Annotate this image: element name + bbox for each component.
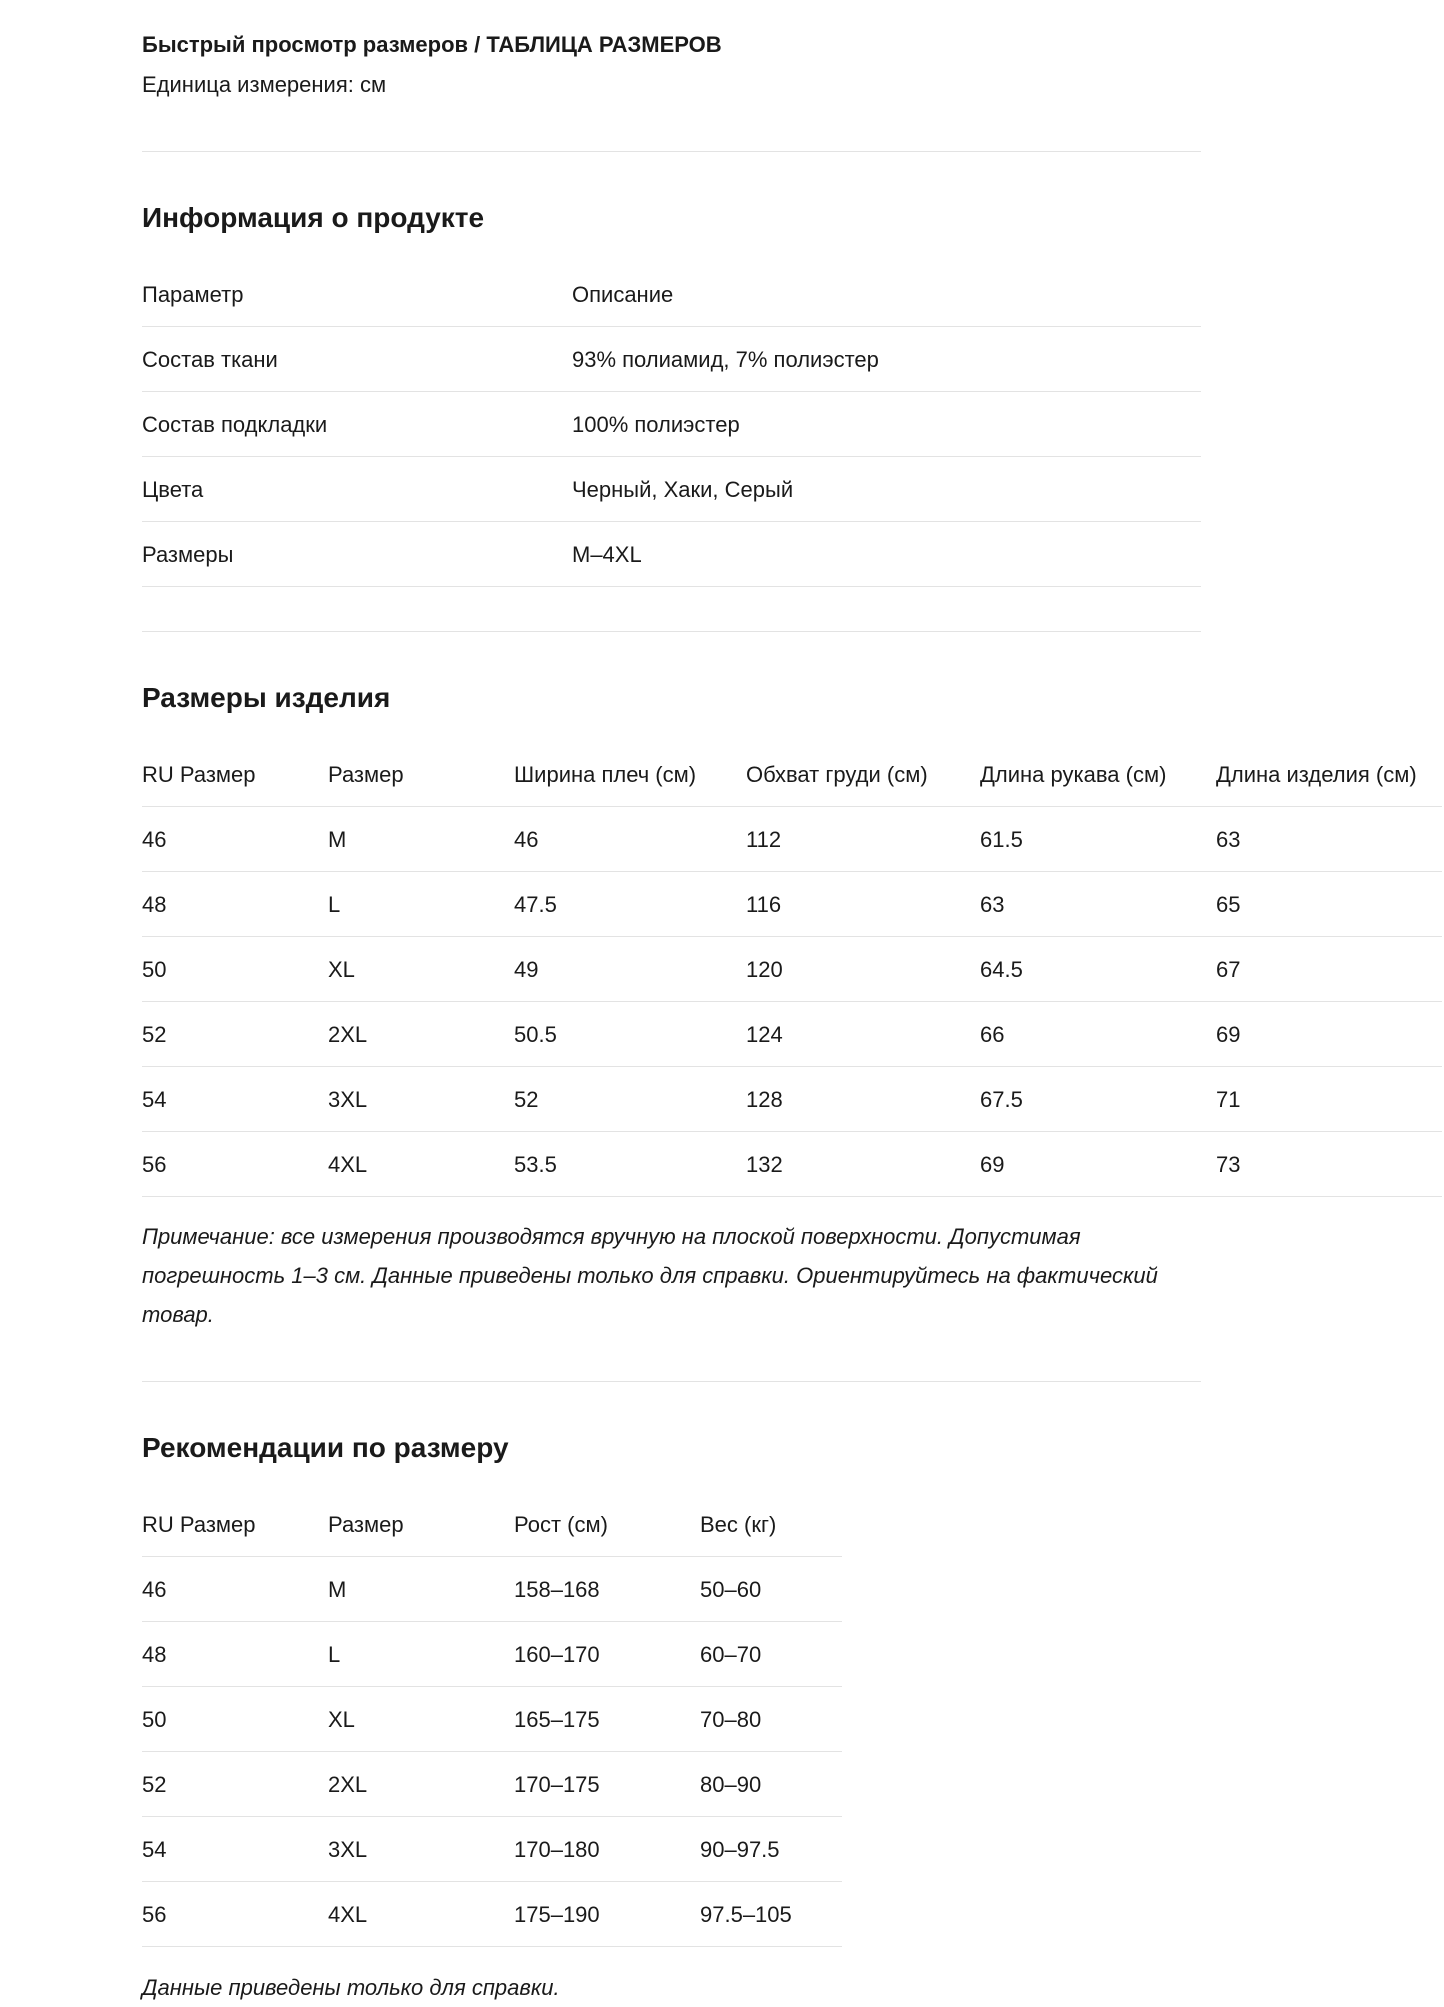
table-cell: 100% полиэстер (572, 412, 740, 437)
table-row (142, 807, 1442, 872)
table-cell: 54 (142, 1087, 167, 1112)
product-info-table (142, 262, 1201, 587)
column-header: Размер (328, 762, 404, 787)
divider (142, 1381, 1201, 1382)
table-cell: 46 (142, 827, 167, 852)
table-cell: 50 (142, 957, 167, 982)
table-cell: 69 (1216, 1022, 1241, 1047)
recommendations-title: Рекомендации по размеру (142, 1432, 509, 1463)
table-cell: 2XL (328, 1022, 368, 1047)
table-cell: 48 (142, 892, 167, 917)
table-cell: M–4XL (572, 542, 642, 567)
table-row (142, 937, 1442, 1002)
table-cell: 67.5 (980, 1087, 1023, 1112)
table-cell: L (328, 1642, 341, 1667)
table-cell: 56 (142, 1902, 167, 1927)
table-cell: 90–97.5 (700, 1837, 780, 1862)
column-header: RU Размер (142, 762, 256, 787)
table-cell: 132 (746, 1152, 783, 1177)
table-cell: 2XL (328, 1772, 368, 1797)
column-header: Длина рукава (см) (980, 762, 1167, 787)
table-cell: 46 (514, 827, 539, 852)
table-row (142, 1557, 842, 1622)
table-cell: 49 (514, 957, 539, 982)
table-row (142, 457, 1201, 522)
table-row (142, 327, 1201, 392)
table-cell: Состав ткани (142, 347, 278, 372)
divider (142, 151, 1201, 152)
table-cell: XL (328, 957, 355, 982)
column-header: Ширина плеч (см) (514, 762, 697, 787)
table-cell: 67 (1216, 957, 1241, 982)
column-header: Длина изделия (см) (1216, 762, 1417, 787)
table-cell: 64.5 (980, 957, 1023, 982)
table-cell: 4XL (328, 1152, 368, 1177)
column-header: Рост (см) (514, 1512, 608, 1537)
table-cell: 50–60 (700, 1577, 762, 1602)
unit-label: Единица измерения: см (142, 72, 387, 97)
table-cell: Размеры (142, 542, 234, 567)
table-row (142, 1817, 842, 1882)
table-cell: 63 (1216, 827, 1241, 852)
table-header-row (142, 1492, 842, 1557)
table-cell: M (328, 1577, 347, 1602)
table-cell: 50.5 (514, 1022, 557, 1047)
table-cell: 48 (142, 1642, 167, 1667)
table-row (142, 1002, 1442, 1067)
table-cell: 116 (746, 892, 782, 917)
table-cell: XL (328, 1707, 355, 1732)
table-row (142, 1622, 842, 1687)
table-row (142, 1067, 1442, 1132)
table-cell: 4XL (328, 1902, 368, 1927)
table-row (142, 872, 1442, 937)
table-cell: M (328, 827, 347, 852)
column-header: Описание (572, 282, 674, 307)
divider (142, 631, 1201, 632)
table-cell: 73 (1216, 1152, 1241, 1177)
table-cell: 93% полиамид, 7% полиэстер (572, 347, 879, 372)
table-cell: 63 (980, 892, 1005, 917)
table-cell: Цвета (142, 477, 204, 502)
table-cell: 158–168 (514, 1577, 600, 1602)
table-row (142, 522, 1201, 587)
table-cell: 3XL (328, 1837, 368, 1862)
table-header-row (142, 262, 1201, 327)
measurements-title: Размеры изделия (142, 682, 391, 713)
recommendations-table (142, 1492, 842, 1947)
table-row (142, 1132, 1442, 1197)
table-row (142, 1687, 842, 1752)
table-cell: 120 (746, 957, 783, 982)
table-cell: 112 (746, 827, 782, 852)
table-cell: 170–175 (514, 1772, 600, 1797)
table-header-row (142, 742, 1442, 807)
page-title: Быстрый просмотр размеров / ТАБЛИЦА РАЗМЕРОВ (142, 32, 722, 57)
table-cell: 52 (142, 1022, 167, 1047)
table-cell: 65 (1216, 892, 1241, 917)
recommendations-note: Данные приведены только для справки. (142, 1975, 560, 2000)
column-header: RU Размер (142, 1512, 256, 1537)
table-cell: 80–90 (700, 1772, 762, 1797)
table-cell: 66 (980, 1022, 1005, 1047)
column-header: Размер (328, 1512, 404, 1537)
table-cell: 46 (142, 1577, 167, 1602)
table-cell: 52 (514, 1087, 539, 1112)
table-cell: 3XL (328, 1087, 368, 1112)
table-cell: 56 (142, 1152, 167, 1177)
table-cell: 71 (1216, 1087, 1241, 1112)
table-cell: 60–70 (700, 1642, 762, 1667)
table-cell: 160–170 (514, 1642, 600, 1667)
measurements-table (142, 742, 1442, 1197)
table-cell: 69 (980, 1152, 1005, 1177)
table-cell: 165–175 (514, 1707, 600, 1732)
table-cell: 128 (746, 1087, 783, 1112)
column-header: Обхват груди (см) (746, 762, 928, 787)
column-header: Параметр (142, 282, 244, 307)
table-cell: L (328, 892, 341, 917)
table-cell: 52 (142, 1772, 167, 1797)
table-cell: 124 (746, 1022, 783, 1047)
table-cell: 54 (142, 1837, 167, 1862)
measurements-note: Примечание: все измерения производятся вручную на плоской поверхности. Допустимая погрешность 1–3 см. Данные приведены только для справки. Ориентируйтесь на фактический товар. (142, 1224, 1158, 1327)
table-cell: 61.5 (980, 827, 1023, 852)
table-cell: Черный, Хаки, Серый (572, 477, 794, 502)
product-info-title: Информация о продукте (142, 202, 485, 233)
table-row (142, 392, 1201, 457)
table-cell: 50 (142, 1707, 167, 1732)
table-cell: 70–80 (700, 1707, 762, 1732)
table-cell: 170–180 (514, 1837, 600, 1862)
table-cell: 53.5 (514, 1152, 557, 1177)
table-cell: 175–190 (514, 1902, 600, 1927)
table-cell: 47.5 (514, 892, 557, 917)
table-row (142, 1882, 842, 1947)
table-cell: 97.5–105 (700, 1902, 792, 1927)
column-header: Вес (кг) (700, 1512, 777, 1537)
table-cell: Состав подкладки (142, 412, 328, 437)
table-row (142, 1752, 842, 1817)
